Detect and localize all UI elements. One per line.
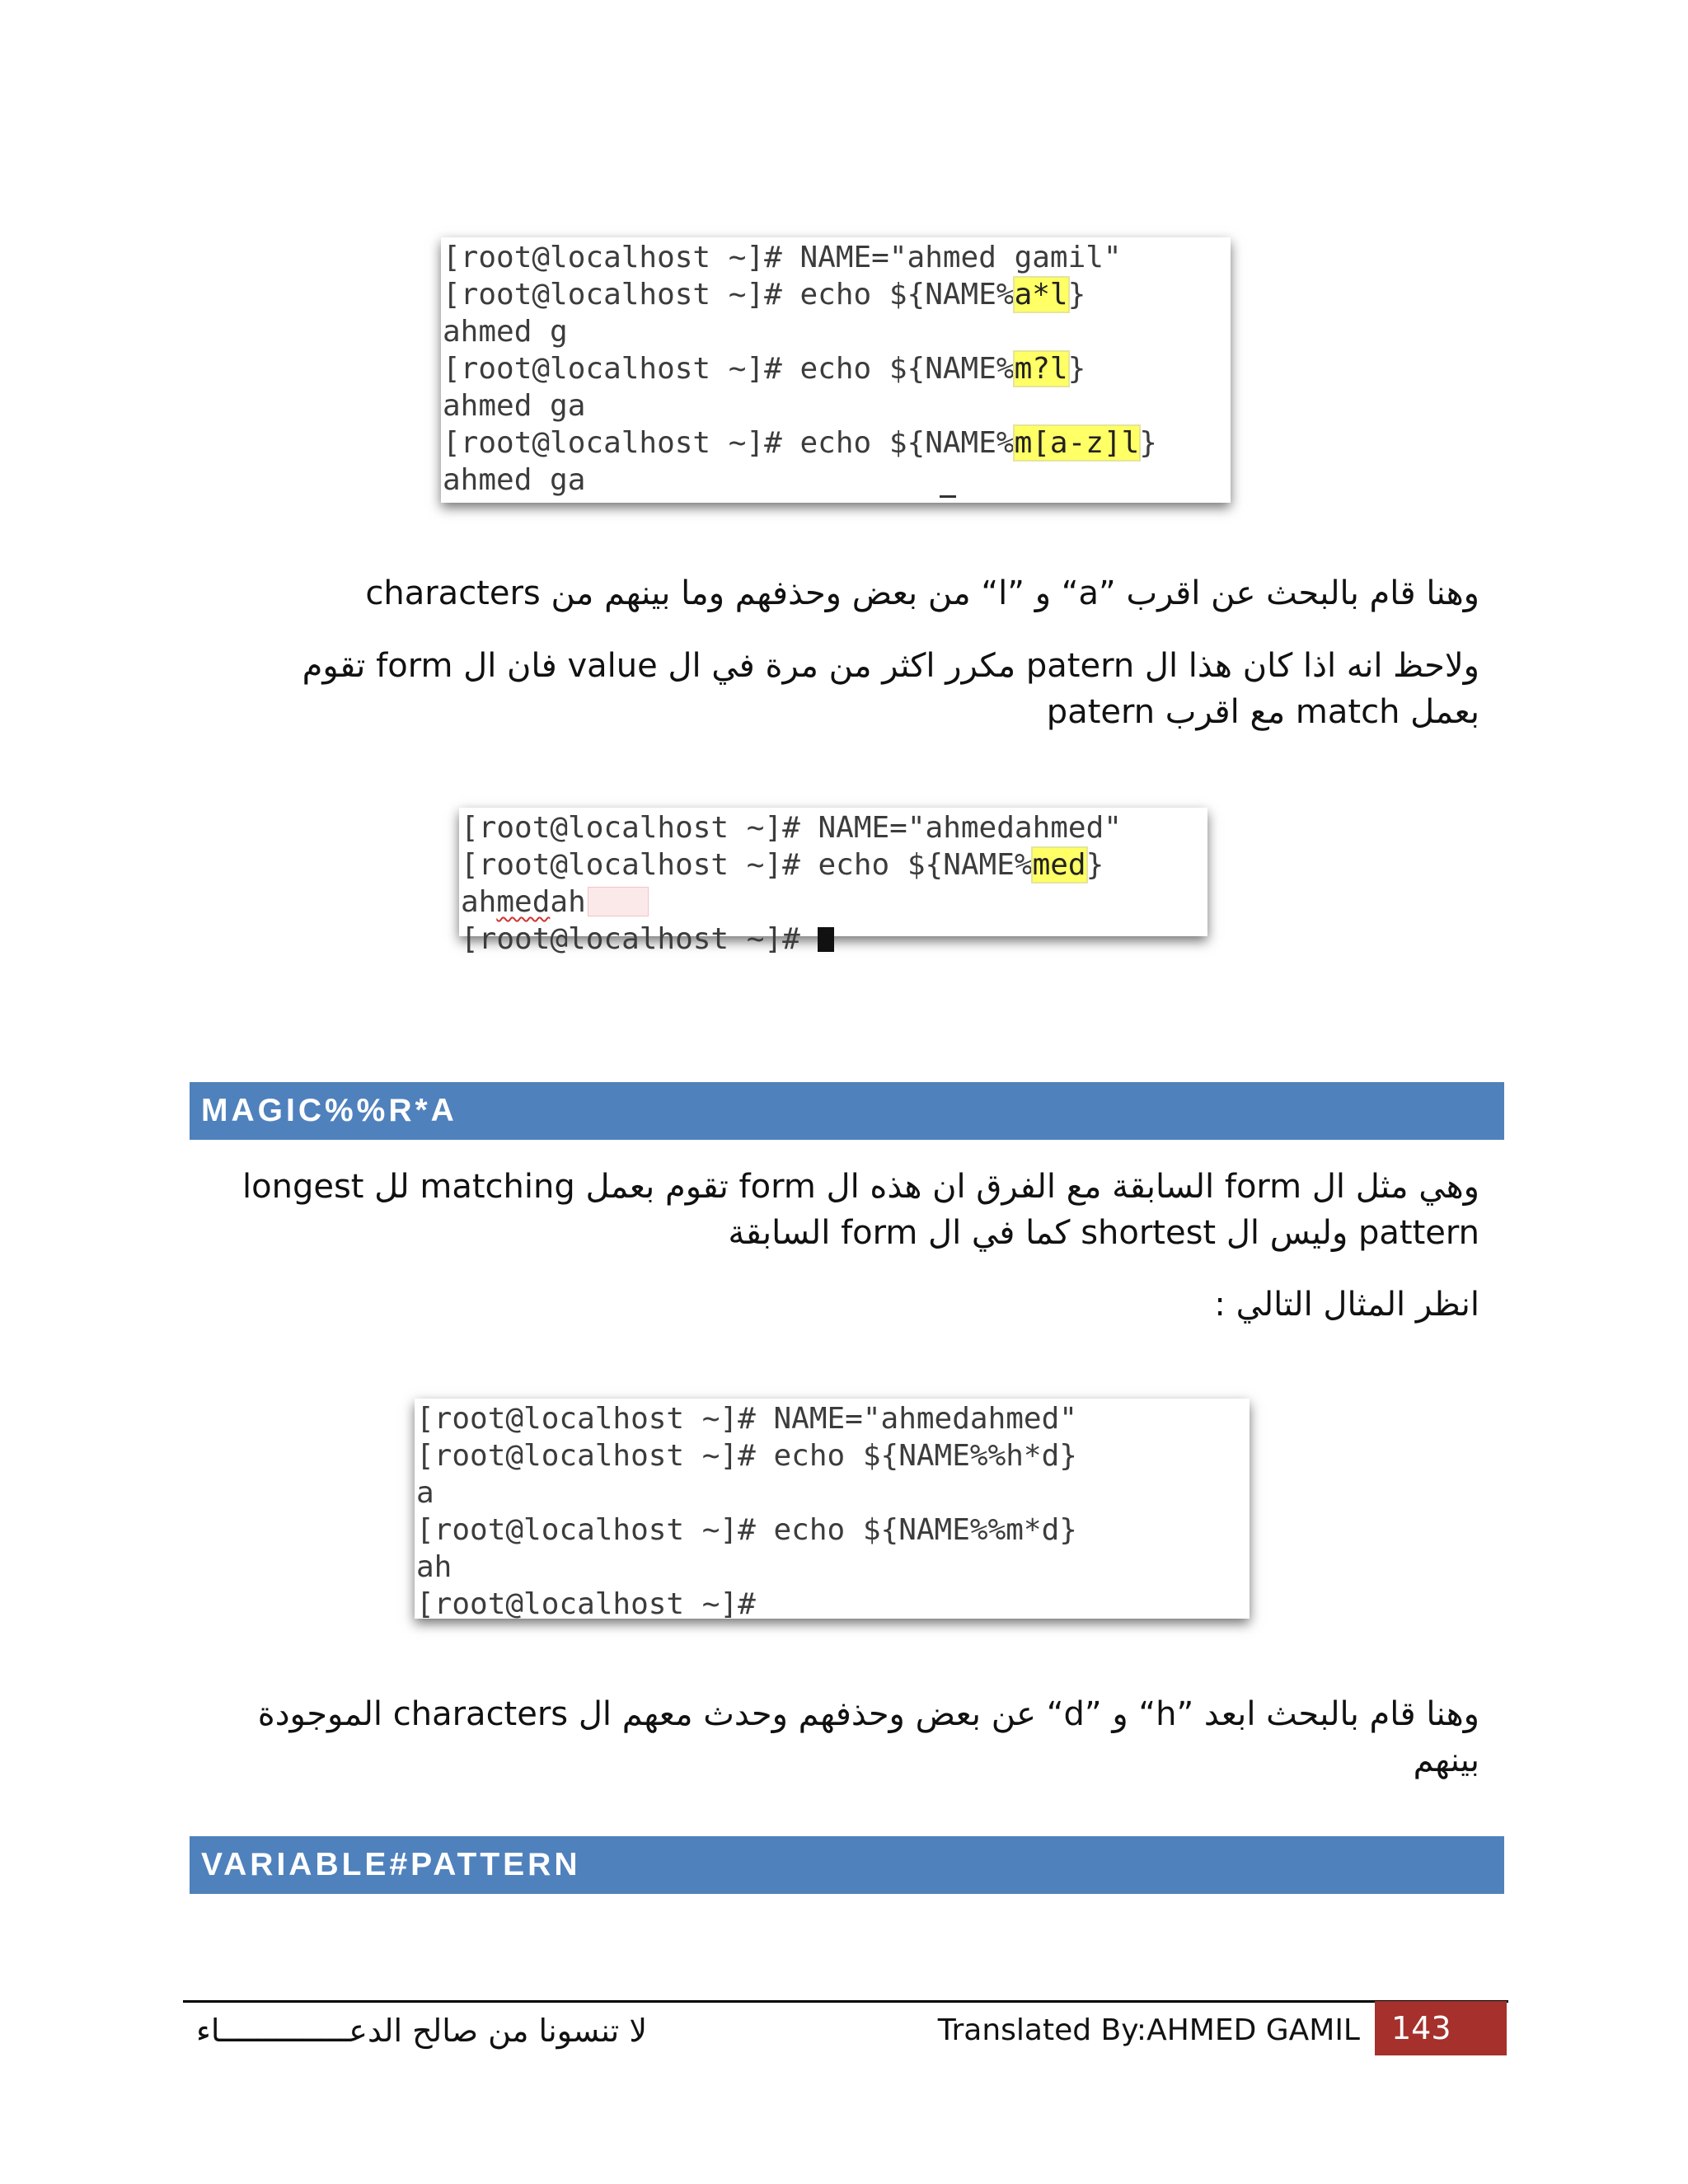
footer-dua-text: لا تنسونا من صالح الدعــــــــــــــاء xyxy=(195,2013,647,2049)
body-paragraph: وهنا قام بالبحث ابعد ”h“ و ”d“ عن بعض وحذفهم وحدث معهم ال characters الموجودة بينهم xyxy=(257,1695,1479,1779)
terminal-line: [root@localhost ~]# echo ${NAME%m[a-z]l} xyxy=(443,426,1157,460)
terminal-line: [root@localhost ~]# NAME="ahmedahmed" xyxy=(416,1402,1077,1436)
terminal-line: [root@localhost ~]# echo ${NAME%%m*d} xyxy=(416,1513,1077,1547)
footer-divider xyxy=(183,2000,1508,2003)
body-paragraph: انظر المثال التالي : xyxy=(1214,1286,1479,1324)
terminal-cursor xyxy=(940,495,956,498)
body-paragraph: وهي مثل ال form السابقة مع الفرق ان هذه ال form تقوم بعمل matching لل longest pattern وليس ال shortest كما في ال form السابقة xyxy=(242,1168,1479,1252)
terminal-line: [root@localhost ~]# echo ${NAME%med} xyxy=(461,848,1104,882)
highlighted-pattern: a*l xyxy=(1014,278,1068,312)
terminal-line: [root@localhost ~]# NAME="ahmedahmed" xyxy=(461,811,1122,845)
terminal-line: [root@localhost ~]# echo ${NAME%m?l} xyxy=(443,352,1086,386)
terminal-output: ah xyxy=(416,1550,452,1584)
terminal-line: [root@localhost ~]# xyxy=(459,921,1207,958)
footer-translator-credit: Translated By:AHMED GAMIL xyxy=(937,2013,1360,2047)
body-paragraph: ولاحظ انه اذا كان هذا ال patern مكرر اكثر من مرة في ال value فان ال form تقوم بعمل match مع اقرب patern xyxy=(302,647,1479,731)
section-heading: VARIABLE#PATTERN xyxy=(190,1836,1504,1894)
terminal-output: ahmedah xyxy=(459,883,1207,921)
terminal-output: a xyxy=(416,1476,434,1510)
terminal-line: [root@localhost ~]# xyxy=(416,1587,756,1621)
terminal-line: [root@localhost ~]# echo ${NAME%%h*d} xyxy=(416,1439,1077,1473)
terminal-screenshot-2 xyxy=(459,808,1207,956)
spellcheck-underline: med xyxy=(496,885,551,919)
selection-box xyxy=(588,887,649,916)
section-heading: MAGIC%%R*A xyxy=(190,1082,1504,1140)
highlighted-pattern: med xyxy=(1032,848,1086,882)
highlighted-pattern: m[a-z]l xyxy=(1014,426,1140,460)
terminal-line: [root@localhost ~]# NAME="ahmed gamil" xyxy=(443,241,1122,274)
terminal-cursor xyxy=(818,927,834,952)
page-number: 143 xyxy=(1375,2001,1507,2055)
terminal-line: [root@localhost ~]# echo ${NAME%a*l} xyxy=(443,278,1086,312)
terminal-output: ahmed ga xyxy=(441,462,1231,499)
body-paragraph: وهنا قام بالبحث عن اقرب ”a“ و ”l“ من بعض وحذفهم وما بينهم من characters xyxy=(365,574,1479,612)
highlighted-pattern: m?l xyxy=(1014,352,1068,386)
terminal-output: ahmed g xyxy=(443,315,568,349)
terminal-screenshot-3 xyxy=(415,1399,1250,1619)
terminal-output: ahmed ga xyxy=(443,389,586,423)
terminal-screenshot-1 xyxy=(441,237,1231,503)
